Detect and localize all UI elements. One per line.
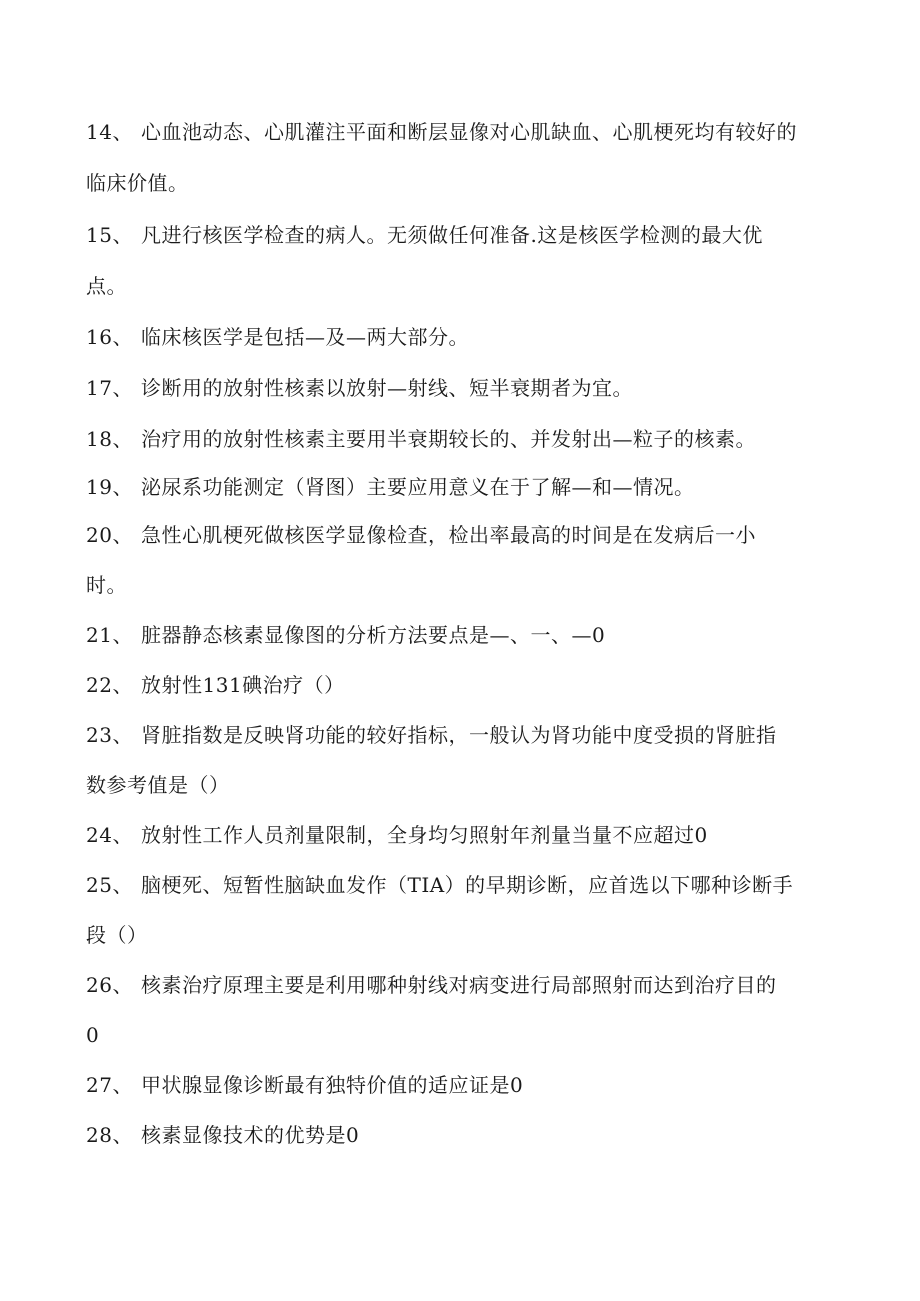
question-number: 14、 bbox=[86, 120, 133, 144]
question-text: 临床核医学是包括—及—两大部分。 bbox=[141, 325, 469, 349]
question-number: 16、 bbox=[86, 325, 133, 349]
question-20 bbox=[86, 520, 756, 550]
question-text: 核素显像技术的优势是0 bbox=[141, 1123, 360, 1147]
question-text: 放射性131碘治疗（） bbox=[141, 673, 345, 697]
question-15-continued bbox=[86, 271, 127, 301]
question-text: 急性心肌梗死做核医学显像检查，检出率最高的时间是在发病后一小 bbox=[141, 523, 756, 547]
question-text: 核素治疗原理主要是利用哪种射线对病变进行局部照射而达到治疗目的 bbox=[141, 973, 777, 997]
question-14-continued bbox=[86, 168, 189, 198]
question-number: 18、 bbox=[86, 427, 133, 451]
question-number: 15、 bbox=[86, 223, 133, 247]
question-21 bbox=[86, 620, 605, 650]
question-number: 19、 bbox=[86, 475, 133, 499]
question-text: 甲状腺显像诊断最有独特价值的适应证是0 bbox=[141, 1073, 524, 1097]
question-24 bbox=[86, 820, 708, 850]
question-text: 数参考值是（） bbox=[86, 773, 230, 797]
question-number: 26、 bbox=[86, 973, 133, 997]
question-number: 23、 bbox=[86, 723, 133, 747]
question-number: 21、 bbox=[86, 623, 133, 647]
question-26 bbox=[86, 970, 777, 1000]
question-text: 心血池动态、心肌灌注平面和断层显像对心肌缺血、心肌梗死均有较好的 bbox=[141, 120, 797, 144]
question-27 bbox=[86, 1070, 523, 1100]
question-number: 24、 bbox=[86, 823, 133, 847]
question-text: 点。 bbox=[86, 274, 127, 298]
question-number: 22、 bbox=[86, 673, 133, 697]
question-number: 20、 bbox=[86, 523, 133, 547]
question-text: 0 bbox=[86, 1023, 100, 1047]
question-25-continued bbox=[86, 920, 148, 950]
question-text: 段（） bbox=[86, 923, 148, 947]
question-15 bbox=[86, 220, 763, 250]
question-28 bbox=[86, 1120, 359, 1150]
question-text: 泌尿系功能测定（肾图）主要应用意义在于了解—和—情况。 bbox=[141, 475, 695, 499]
question-14 bbox=[86, 117, 797, 147]
question-26-continued bbox=[86, 1020, 99, 1050]
question-text: 脏器静态核素显像图的分析方法要点是—、一、—0 bbox=[141, 623, 606, 647]
question-20-continued bbox=[86, 570, 127, 600]
question-23 bbox=[86, 720, 777, 750]
question-22 bbox=[86, 670, 345, 700]
question-number: 27、 bbox=[86, 1073, 133, 1097]
question-18 bbox=[86, 424, 756, 454]
question-16 bbox=[86, 322, 469, 352]
question-text: 临床价值。 bbox=[86, 171, 189, 195]
question-17 bbox=[86, 373, 633, 403]
question-text: 肾脏指数是反映肾功能的较好指标，一般认为肾功能中度受损的肾脏指 bbox=[141, 723, 777, 747]
question-25 bbox=[86, 870, 793, 900]
question-19 bbox=[86, 472, 695, 502]
question-number: 17、 bbox=[86, 376, 133, 400]
question-text: 脑梗死、短暂性脑缺血发作（TIA）的早期诊断，应首选以下哪种诊断手 bbox=[141, 873, 794, 897]
question-23-continued bbox=[86, 770, 230, 800]
question-text: 治疗用的放射性核素主要用半衰期较长的、并发射出—粒子的核素。 bbox=[141, 427, 756, 451]
question-text: 诊断用的放射性核素以放射—射线、短半衰期者为宜。 bbox=[141, 376, 633, 400]
question-text: 放射性工作人员剂量限制，全身均匀照射年剂量当量不应超过0 bbox=[141, 823, 708, 847]
question-number: 28、 bbox=[86, 1123, 133, 1147]
question-text: 时。 bbox=[86, 573, 127, 597]
question-text: 凡进行核医学检查的病人。无须做任何准备.这是核医学检测的最大优 bbox=[141, 223, 763, 247]
question-number: 25、 bbox=[86, 873, 133, 897]
